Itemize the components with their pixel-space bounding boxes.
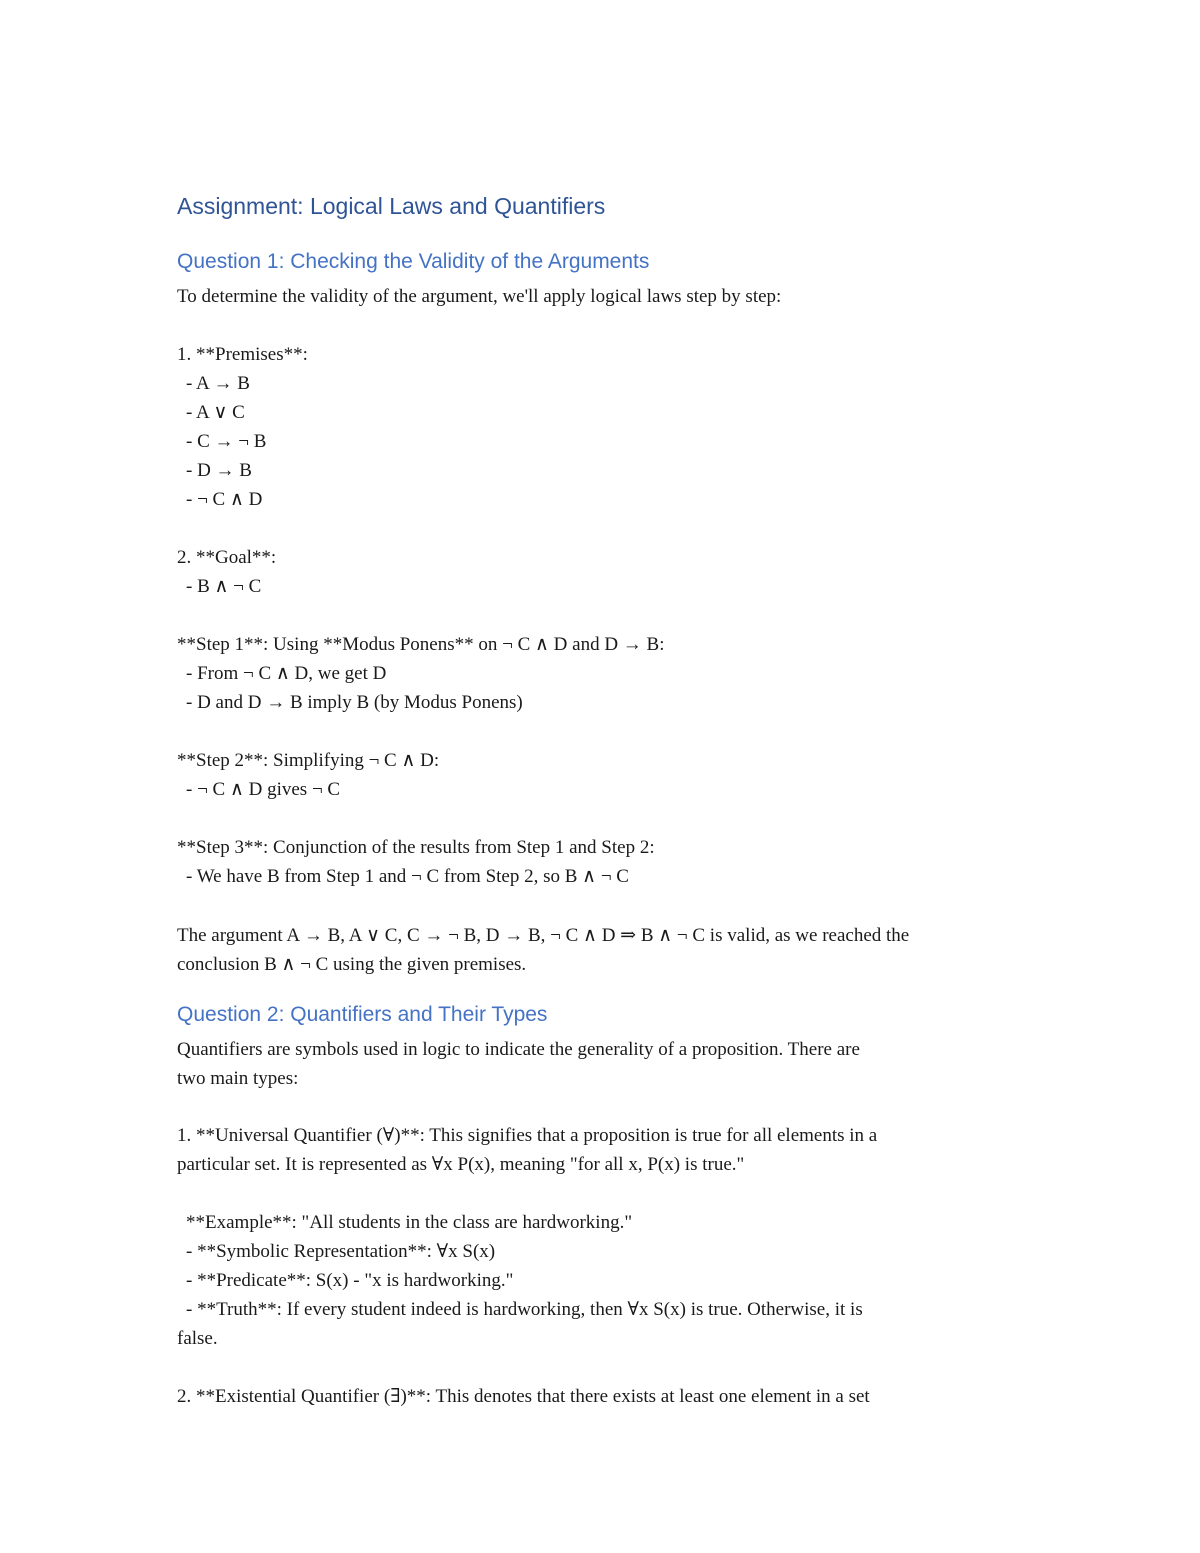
goal-item: - B ∧ ¬ C bbox=[186, 576, 262, 597]
universal-quantifier-text: particular set. It is represented as ∀x P(x), meaning "for all x, P(x) is true." bbox=[177, 1154, 745, 1175]
premise-item: - ¬ C ∧ D bbox=[186, 489, 263, 510]
step-1-label: **Step 1**: Using **Modus Ponens** on ¬ C ∧ D and D → B: bbox=[177, 634, 665, 655]
premise-item: - D → B bbox=[186, 460, 252, 481]
document-title: Assignment: Logical Laws and Quantifiers bbox=[177, 193, 606, 219]
premise-item: - C → ¬ B bbox=[186, 431, 267, 452]
premises-label: 1. **Premises**: bbox=[177, 344, 308, 365]
example-label: **Example**: "All students in the class are hardworking." bbox=[186, 1212, 633, 1233]
step-2-label: **Step 2**: Simplifying ¬ C ∧ D: bbox=[177, 750, 440, 771]
question-1-heading: Question 1: Checking the Validity of the Arguments bbox=[177, 250, 650, 273]
question-2-intro: two main types: bbox=[177, 1068, 299, 1089]
goal-label: 2. **Goal**: bbox=[177, 547, 277, 568]
conclusion-line: The argument A → B, A ∨ C, C → ¬ B, D → B, ¬ C ∧ D ⇒ B ∧ ¬ C is valid, as we reached the bbox=[177, 925, 910, 946]
question-2-intro: Quantifiers are symbols used in logic to indicate the generality of a proposition. There are bbox=[177, 1039, 860, 1060]
universal-quantifier-text: 1. **Universal Quantifier (∀)**: This signifies that a proposition is true for all elements in a bbox=[177, 1125, 878, 1146]
conclusion-line: conclusion B ∧ ¬ C using the given premises. bbox=[177, 954, 527, 975]
question-1-intro: To determine the validity of the argument, we'll apply logical laws step by step: bbox=[177, 286, 782, 307]
example-line: - **Symbolic Representation**: ∀x S(x) bbox=[186, 1241, 496, 1262]
step-1-line: - D and D → B imply B (by Modus Ponens) bbox=[186, 692, 523, 713]
premise-item: - A ∨ C bbox=[186, 402, 245, 423]
step-1-line: - From ¬ C ∧ D, we get D bbox=[186, 663, 387, 684]
example-line: - **Truth**: If every student indeed is hardworking, then ∀x S(x) is true. Otherwise, it is bbox=[186, 1299, 863, 1320]
example-line: - **Predicate**: S(x) - "x is hardworking." bbox=[186, 1270, 514, 1291]
premise-item: - A → B bbox=[186, 373, 250, 394]
step-3-label: **Step 3**: Conjunction of the results from Step 1 and Step 2: bbox=[177, 837, 655, 858]
step-3-line: - We have B from Step 1 and ¬ C from Step 2, so B ∧ ¬ C bbox=[186, 866, 629, 887]
question-2-heading: Question 2: Quantifiers and Their Types bbox=[177, 1003, 548, 1026]
existential-quantifier-text: 2. **Existential Quantifier (∃)**: This denotes that there exists at least one element in a set bbox=[177, 1386, 870, 1407]
example-line-tail: false. bbox=[177, 1328, 218, 1349]
step-2-line: - ¬ C ∧ D gives ¬ C bbox=[186, 779, 341, 800]
